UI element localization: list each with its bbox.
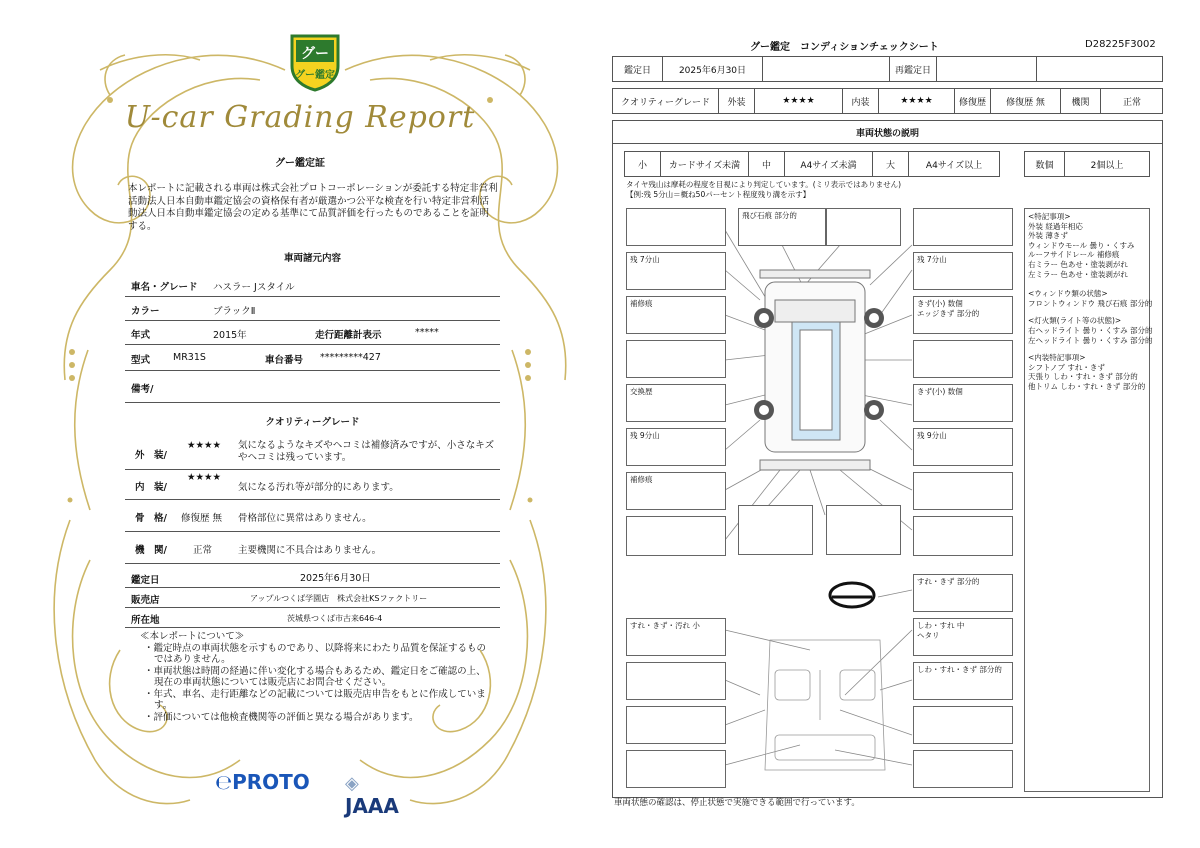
date-label: 鑑定日	[131, 575, 160, 586]
engine-text: 主要機関に不具合はありません。	[238, 545, 382, 556]
box-rear-right	[913, 516, 1013, 556]
grade-row-frame	[125, 500, 500, 532]
box-int-right-2: しわ・すれ・きず 部分的	[913, 662, 1013, 700]
quality-label: クオリティーグレード	[613, 89, 719, 113]
chassis-label: 車台番号	[265, 355, 304, 366]
date-value: 2025年6月30日	[663, 57, 763, 81]
jaaa-logo: ◈ JAAA	[345, 773, 399, 818]
proto-logo: ℮PROTO	[215, 770, 310, 794]
info-row-address	[125, 608, 500, 628]
int-stars: ★★★★	[879, 89, 955, 113]
model-label: 型式	[131, 355, 151, 366]
box-front-left-top	[626, 208, 726, 246]
remarks-label: 備考/	[131, 384, 154, 395]
explain-heading: 車両状態の説明	[612, 120, 1163, 144]
tire-note-2: 【例:残 5分山＝概ね50パーセント程度残り溝を示す】	[626, 190, 811, 199]
interior-label: 内 装/	[135, 482, 167, 493]
box-right-6	[913, 472, 1013, 510]
engine-label: 機 関/	[135, 545, 167, 556]
regrade-label: 再鑑定日	[890, 57, 937, 81]
info-row-date	[125, 568, 500, 588]
color-value: ブラックⅡ	[213, 306, 256, 317]
note-item: ・鑑定時点の車両状態を示すものであり、以降将来にわたり品質を保証するものではありません。	[144, 642, 487, 665]
sheet-title: グー鑑定 コンディションチェックシート	[750, 42, 939, 53]
box-left-6: 補修痕	[626, 472, 726, 510]
box-rear-left	[626, 516, 726, 556]
spec-section-heading: 車両諸元内容	[283, 253, 341, 264]
engine-value: 正常	[193, 545, 213, 556]
exterior-text: 気になるようなキズやヘコミは補修済みですが、小さなキズやヘコミは残っています。	[238, 440, 495, 463]
note-item: ・車両状態は時間の経過に伴い変化する場合もあるため、鑑定日をご確認の上、現在の車両状態については販売店にお問合せください。	[144, 665, 486, 688]
box-int-left-4	[626, 750, 726, 788]
exterior-stars: ★★★★	[187, 440, 222, 451]
grade-row-engine	[125, 532, 500, 564]
goo-grading-badge-icon	[286, 32, 344, 92]
spec-row-name	[125, 273, 500, 297]
shop-label: 販売店	[131, 595, 160, 606]
remarks-panel: <特記事項> 外装 経過年相応 外装 薄きず ウィンドウモール 曇り・くすみ ルーフサイドレール 補修痕 右ミラー 色あせ・塗装剥がれ 左ミラー 色あせ・塗装剥がれ <ウィンドウ類の状態> フロントウィンドウ 飛び石痕 部分的 <灯火類(ライト等の状態)> 右ヘッドライト 曇り・くすみ 部分的 左ヘッドライト 曇り・くすみ 部分的 <内装特記事項> シフトノブ すれ・きず 天張り しわ・すれ・きず 部分的 他トリム しわ・すれ・きず 部分的	[1024, 208, 1150, 792]
report-notes	[140, 631, 490, 723]
box-left-2: 補修痕	[626, 296, 726, 334]
footer-note: 車両状態の確認は、停止状態で実施できる範囲で行っています。	[614, 798, 860, 808]
name-label: 車名・グレード	[131, 282, 198, 293]
size-legend: 小 カードサイズ未満 中 A4サイズ未満 大 A4サイズ以上	[624, 151, 1000, 177]
date-label: 鑑定日	[613, 57, 663, 81]
frame-value: 修復歴 無	[181, 513, 223, 524]
mileage-value: *****	[415, 327, 439, 338]
box-rear-center-right	[826, 505, 901, 555]
cert-body-text: 本レポートに記載される車両は株式会社プロトコーポレーションが委託する特定非営利活動法人日本自動車鑑定協会の資格保有者が厳選かつ公平な検査を行い特定非営利活動法人日本自動車鑑定協会の定める基準にて品質評価を行ったものであることを証明する。	[128, 183, 498, 232]
notes-heading: ≪本レポートについて≫	[140, 631, 245, 642]
int-label: 内装	[843, 89, 879, 113]
box-right-3	[913, 340, 1013, 378]
box-steering: すれ・きず 部分的	[913, 574, 1013, 612]
date-value: 2025年6月30日	[300, 573, 371, 584]
box-tire-rear-left: 残 9分山	[626, 428, 726, 466]
badge-text: グー鑑定	[295, 70, 335, 81]
document-id: D28225F3002	[1085, 39, 1156, 50]
shop-value: アップルつくば学園店 株式会社KSファクトリー	[250, 594, 428, 603]
model-value: MR31S	[173, 352, 206, 363]
year-value: 2015年	[213, 330, 247, 341]
report-script-title: U-car Grading Report	[124, 100, 476, 135]
box-front-right-top	[913, 208, 1013, 246]
box-int-left-3	[626, 706, 726, 744]
box-int-right-3	[913, 706, 1013, 744]
box-right-2: きず(小) 数個 エッジきず 部分的	[913, 296, 1013, 334]
info-row-shop	[125, 588, 500, 608]
frame-text: 骨格部位に異常はありません。	[238, 513, 372, 524]
box-left-3	[626, 340, 726, 378]
interior-text: 気になる汚れ等が部分的にあります。	[238, 482, 399, 493]
box-int-right-4	[913, 750, 1013, 788]
condition-check-sheet	[600, 0, 1200, 848]
box-left-4: 交換歴	[626, 384, 726, 422]
spec-row-remarks	[125, 371, 500, 403]
ext-label: 外装	[719, 89, 755, 113]
grade-row-interior	[125, 470, 500, 500]
box-rear-center-left	[738, 505, 813, 555]
ext-stars: ★★★★	[755, 89, 843, 113]
chassis-value: *********427	[320, 352, 381, 363]
grade-row-exterior	[125, 434, 500, 470]
color-label: カラー	[131, 306, 160, 317]
note-item: ・評価については他検査機関等の評価と異なる場合があります。	[144, 711, 419, 723]
mileage-label: 走行距離計表示	[315, 330, 382, 341]
box-int-left-1: すれ・きず・汚れ 小	[626, 618, 726, 656]
note-item: ・年式、車名、走行距離などの記載については販売店申告をもとに作成しています。	[144, 688, 486, 711]
box-front-center-right	[826, 208, 901, 246]
count-legend: 数個 2個以上	[1024, 151, 1150, 177]
address-value: 茨城県つくば市古来646-4	[287, 614, 383, 623]
box-right-4: きず(小) 数個	[913, 384, 1013, 422]
grade-section-heading: クオリティーグレード	[265, 417, 360, 428]
box-tire-rear-right: 残 9分山	[913, 428, 1013, 466]
engine-label: 機関	[1061, 89, 1101, 113]
frame-label: 骨 格/	[135, 513, 167, 524]
spec-row-color	[125, 297, 500, 321]
spec-row-year	[125, 321, 500, 345]
year-label: 年式	[131, 330, 151, 341]
repair-label: 修復歴	[955, 89, 991, 113]
box-tire-front-right: 残 7分山	[913, 252, 1013, 290]
repair-value: 修復歴 無	[991, 89, 1061, 113]
address-label: 所在地	[131, 615, 160, 626]
cert-title: グー鑑定証	[275, 158, 325, 169]
exterior-label: 外 装/	[135, 450, 167, 461]
interior-stars: ★★★★	[187, 472, 222, 483]
tire-note-1: タイヤ残山は摩耗の程度を目視により判定しています。(ミリ表示ではありません)	[626, 180, 902, 189]
footer-logos	[215, 770, 415, 818]
box-int-right-1: しわ・すれ 中 ヘタリ	[913, 618, 1013, 656]
box-tire-front-left: 残 7分山	[626, 252, 726, 290]
svg-text:グー: グー	[301, 46, 329, 62]
name-value: ハスラー Jスタイル	[213, 282, 295, 293]
box-int-left-2	[626, 662, 726, 700]
engine-value: 正常	[1122, 97, 1141, 108]
box-front-center: 飛び石痕 部分的	[738, 208, 826, 246]
spec-row-model	[125, 345, 500, 371]
